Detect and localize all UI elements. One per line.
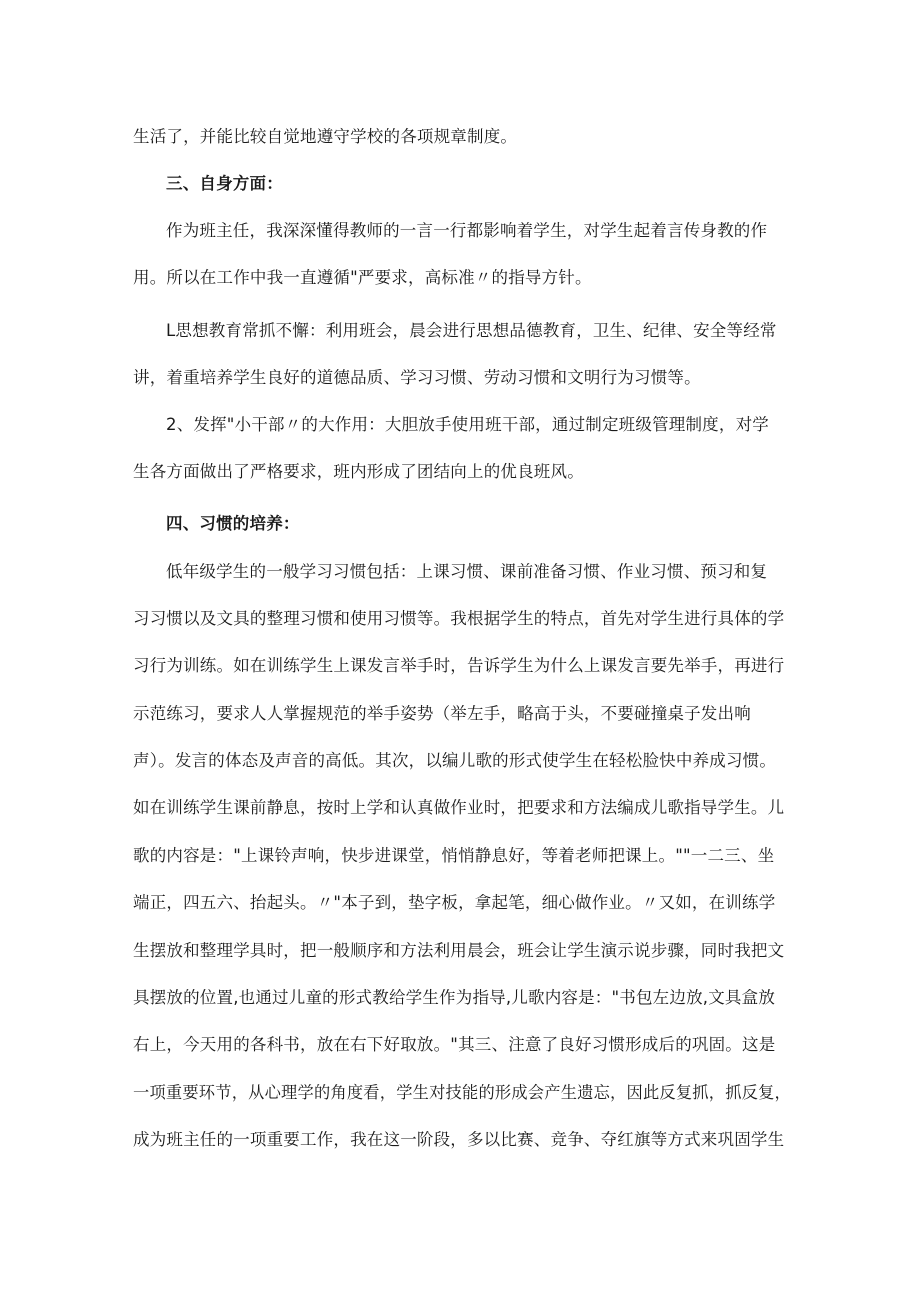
text-line: 歌的内容是："上课铃声响，快步进课堂，悄悄静息好，等着老师把课上。""一二三、坐 — [133, 846, 775, 865]
text-line: 右上，今天用的各科书，放在右下好取放。"其三、注意了良好习惯形成后的巩固。这是 — [133, 1035, 776, 1054]
text-line: 端正，四五六、抬起头。〃"本子到，垫字板，拿起笔，细心做作业。〃又如，在训练学 — [133, 893, 776, 912]
text-line: 示范练习，要求人人掌握规范的举手姿势（举左手，略高于头，不要碰撞桌子发出响 — [133, 704, 751, 723]
text-line: 声）。发言的体态及声音的高低。其次，以编儿歌的形式使学生在轻松脸快中养成习惯。 — [133, 751, 777, 770]
section-heading: 四、习惯的培养： — [166, 514, 300, 533]
text-line: 成为班主任的一项重要工作，我在这一阶段，多以比赛、竞争、夺红旗等方式来巩固学生 — [133, 1130, 785, 1149]
text-line: 生活了，并能比较自觉地遵守学校的各项规章制度。 — [133, 127, 518, 146]
text-line: 具摆放的位置,也通过儿童的形式教给学生作为指导,儿歌内容是："书包左边放,文具盒放 — [133, 988, 776, 1007]
text-line: 2、发挥"小干部〃的大作用：大胆放手使用班干部，通过制定班级管理制度，对学 — [166, 415, 769, 434]
text-line: 生各方面做出了严格要求，班内形成了团结向上的优良班风。 — [133, 462, 584, 481]
text-line: 用。所以在工作中我一直遵循"严要求，高标准〃的指导方针。 — [133, 268, 592, 287]
text-line: 一项重要环节，从心理学的角度看，学生对技能的形成会产生遗忘，因此反复抓，抓反复， — [133, 1083, 791, 1102]
text-line: 低年级学生的一般学习习惯包括：上课习惯、课前准备习惯、作业习惯、预习和复 — [166, 562, 768, 581]
text-line: 生摆放和整理学具时，把一般顺序和方法利用晨会，班会让学生演示说步骤，同时我把文 — [133, 941, 785, 960]
text-line: 如在训练学生课前静息，按时上学和认真做作业时，把要求和方法编成儿歌指导学生。儿 — [133, 798, 785, 817]
text-line: 作为班主任，我深深懂得教师的一言一行都影响着学生，对学生起着言传身教的作 — [166, 221, 768, 240]
text-line: 习行为训练。如在训练学生上课发言举手时，告诉学生为什么上课发言要先举手，再进行 — [133, 656, 785, 675]
text-line: 习习惯以及文具的整理习惯和使用习惯等。我根据学生的特点，首先对学生进行具体的学 — [133, 609, 785, 628]
text-line: 讲，着重培养学生良好的道德品质、学习习惯、劳动习惯和文明行为习惯等。 — [133, 368, 701, 387]
section-heading: 三、自身方面： — [166, 174, 283, 193]
text-line: L思想教育常抓不懈：利用班会，晨会进行思想品德教育，卫生、纪律、安全等经常 — [166, 321, 777, 340]
